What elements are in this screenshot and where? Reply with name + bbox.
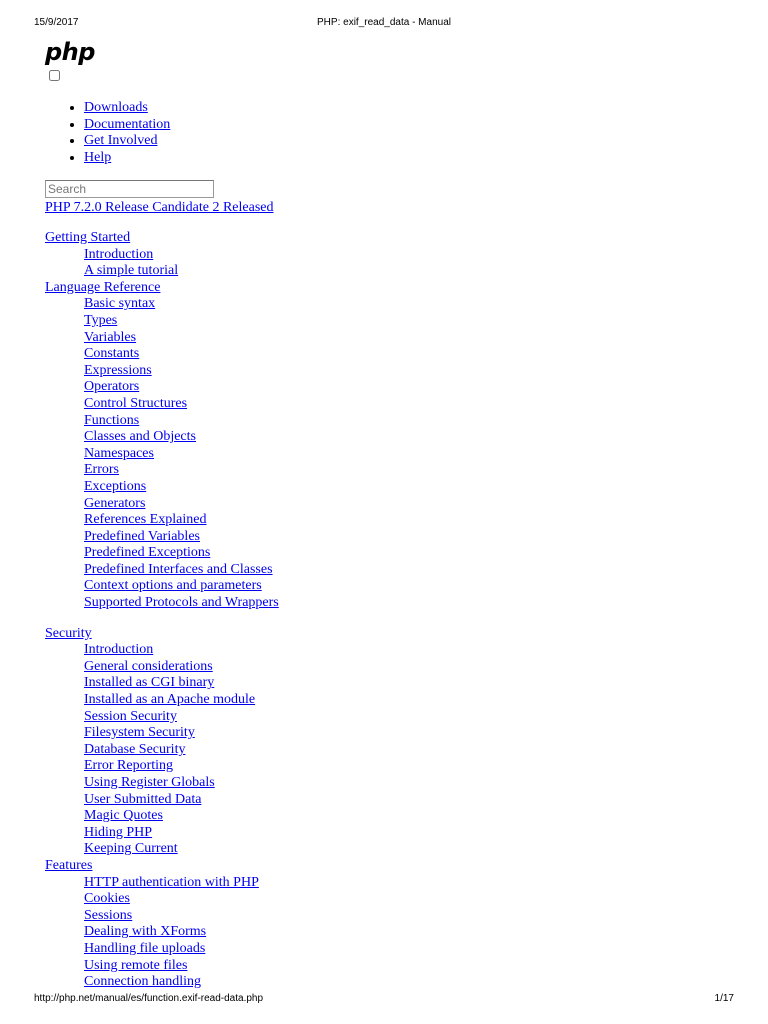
toc-item <box>45 379 725 396</box>
toc-item-link[interactable]: Error Reporting <box>84 758 174 774</box>
toc-item-link[interactable]: Sessions <box>84 907 133 923</box>
toc-section-link[interactable]: Getting Started <box>45 230 131 245</box>
toc-item <box>45 479 725 496</box>
nav-item-help <box>84 150 170 167</box>
nav-item-get-involved <box>84 133 170 150</box>
toc-section-link[interactable]: Features <box>45 857 93 873</box>
toc-item <box>45 396 725 413</box>
print-header <box>34 17 734 31</box>
toc-item <box>45 742 725 759</box>
toc-item <box>45 247 725 264</box>
toc-item <box>45 512 725 529</box>
toc-item-link[interactable]: Variables <box>84 329 137 345</box>
top-navigation <box>45 100 170 166</box>
toc-item-link[interactable]: Expressions <box>84 362 152 378</box>
print-title: PHP: exif_read_data - Manual <box>317 17 451 28</box>
print-date: 15/9/2017 <box>34 17 79 28</box>
toc-item <box>45 758 725 775</box>
toc-item <box>45 841 725 858</box>
toc-item-link[interactable]: HTTP authentication with PHP <box>84 874 259 890</box>
toc-item-link[interactable]: User Submitted Data <box>84 791 202 807</box>
nav-link[interactable]: Get Involved <box>84 133 158 149</box>
toc-item <box>45 792 725 809</box>
toc-item <box>45 578 725 595</box>
toc-item-link[interactable]: Classes and Objects <box>84 429 196 445</box>
nav-item-downloads <box>84 100 170 117</box>
toc-item <box>45 941 725 958</box>
toc-item-link[interactable]: Predefined Exceptions <box>84 545 211 561</box>
manual-table-of-contents <box>45 230 725 991</box>
toc-item-link[interactable]: Context options and parameters <box>84 578 262 594</box>
toc-item-link[interactable]: Using Register Globals <box>84 775 215 790</box>
toc-item-link[interactable]: Control Structures <box>84 395 188 411</box>
toc-item-link[interactable]: Generators <box>84 495 146 511</box>
toc-item <box>45 529 725 546</box>
toc-item <box>45 808 725 825</box>
toc-item <box>45 346 725 363</box>
toc-item <box>45 263 725 280</box>
toc-spacer <box>45 612 725 626</box>
toc-item-link[interactable]: Keeping Current <box>84 841 178 857</box>
toc-item <box>45 313 725 330</box>
toc-item-link[interactable]: Cookies <box>84 891 130 907</box>
toc-section-link[interactable]: Language Reference <box>45 279 161 295</box>
toc-item-link[interactable]: Hiding PHP <box>84 824 153 840</box>
toc-item <box>45 659 725 676</box>
toc-item-link[interactable]: Installed as an Apache module <box>84 692 256 708</box>
toc-item-link[interactable]: Predefined Variables <box>84 528 200 544</box>
toc-item <box>45 429 725 446</box>
php-logo[interactable]: php <box>45 38 95 66</box>
nav-link[interactable]: Documentation <box>84 116 171 132</box>
toc-item-link[interactable]: A simple tutorial <box>84 263 179 279</box>
toc-item <box>45 675 725 692</box>
toc-item-link[interactable]: Operators <box>84 379 140 395</box>
print-page-number: 1/17 <box>714 993 734 1004</box>
toc-item-link[interactable]: Connection handling <box>84 974 202 990</box>
menu-toggle-checkbox[interactable] <box>49 70 60 81</box>
nav-item-documentation <box>84 117 170 134</box>
toc-item-link[interactable]: General considerations <box>84 658 213 674</box>
toc-item <box>45 875 725 892</box>
print-footer <box>34 993 734 1007</box>
toc-item-link[interactable]: Introduction <box>84 246 154 262</box>
toc-item <box>45 908 725 925</box>
toc-item-link[interactable]: Basic syntax <box>84 296 156 312</box>
toc-item-link[interactable]: Types <box>84 312 118 328</box>
toc-item <box>45 330 725 347</box>
toc-section-link[interactable]: Security <box>45 625 92 641</box>
toc-item <box>45 642 725 659</box>
toc-item <box>45 462 725 479</box>
toc-item <box>45 446 725 463</box>
toc-item-link[interactable]: Constants <box>84 346 140 362</box>
toc-item-link[interactable]: Using remote files <box>84 957 188 973</box>
toc-item-link[interactable]: Namespaces <box>84 445 154 461</box>
toc-item <box>45 545 725 562</box>
toc-item-link[interactable]: Handling file uploads <box>84 940 206 956</box>
nav-link[interactable]: Help <box>84 149 112 165</box>
toc-item <box>45 496 725 513</box>
print-url: http://php.net/manual/es/function.exif-read-data.php <box>34 993 264 1004</box>
toc-item-link[interactable]: Errors <box>84 462 119 478</box>
toc-item-link[interactable]: Introduction <box>84 642 154 658</box>
nav-link[interactable]: Downloads <box>84 100 148 115</box>
toc-item <box>45 775 725 792</box>
release-link[interactable]: PHP 7.2.0 Release Candidate 2 Released <box>45 200 274 215</box>
toc-item <box>45 891 725 908</box>
toc-item <box>45 924 725 941</box>
toc-item-link[interactable]: Magic Quotes <box>84 808 163 824</box>
toc-item <box>45 974 725 991</box>
toc-item-link[interactable]: Dealing with XForms <box>84 924 207 940</box>
toc-item-link[interactable]: Functions <box>84 412 140 428</box>
toc-item-link[interactable]: Predefined Interfaces and Classes <box>84 561 273 577</box>
toc-item-link[interactable]: Exceptions <box>84 478 147 494</box>
toc-item-link[interactable]: Database Security <box>84 741 186 757</box>
toc-item-link[interactable]: Session Security <box>84 708 177 724</box>
toc-item <box>45 958 725 975</box>
toc-item-link[interactable]: Supported Protocols and Wrappers <box>84 595 279 611</box>
toc-item-link[interactable]: Filesystem Security <box>84 725 195 741</box>
release-announcement <box>45 200 273 217</box>
toc-item <box>45 296 725 313</box>
toc-item <box>45 692 725 709</box>
toc-item-link[interactable]: Installed as CGI binary <box>84 675 215 691</box>
toc-item <box>45 562 725 579</box>
toc-item <box>45 725 725 742</box>
toc-item <box>45 825 725 842</box>
toc-item-link[interactable]: References Explained <box>84 512 207 528</box>
toc-item <box>45 413 725 430</box>
toc-item <box>45 363 725 380</box>
search-input[interactable] <box>45 180 214 198</box>
toc-item <box>45 709 725 726</box>
toc-item <box>45 595 725 612</box>
